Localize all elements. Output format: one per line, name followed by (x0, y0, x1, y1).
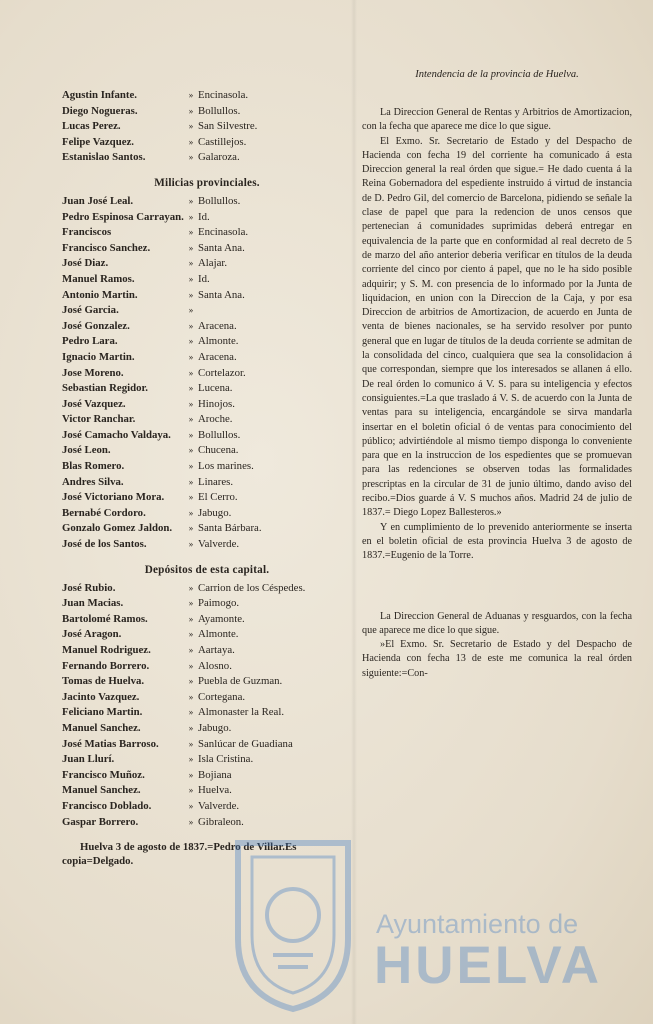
place-name: San Silvestre. (198, 120, 258, 133)
list-row (62, 659, 352, 675)
separator-mark: » (188, 136, 194, 147)
person-name: José Diaz. (62, 257, 109, 270)
person-name: Feliciano Martin. (62, 706, 143, 719)
person-name: José Victoriano Mora. (62, 491, 165, 504)
person-name: Francisco Sanchez. (62, 241, 151, 254)
list-row (62, 381, 352, 397)
person-name: José Aragon. (62, 628, 122, 641)
separator-mark: » (188, 507, 194, 518)
list-row (62, 443, 352, 459)
place-name: Valverde. (198, 799, 240, 812)
left-column (62, 88, 352, 868)
list-row (62, 783, 352, 799)
list-row (62, 721, 352, 737)
spacer (362, 564, 632, 610)
place-name: Lucena. (198, 382, 233, 395)
list-row (62, 366, 352, 382)
separator-mark: » (188, 320, 194, 331)
person-name: Franciscos (62, 226, 112, 239)
list-row (62, 752, 352, 768)
person-name: Manuel Sanchez. (62, 721, 141, 734)
place-name: Aracena. (198, 350, 237, 363)
list-row (62, 768, 352, 784)
place-name: Hinojos. (198, 397, 235, 410)
person-name: Manuel Sanchez. (62, 784, 141, 797)
separator-mark: » (188, 722, 194, 733)
person-name: Diego Nogueras. (62, 104, 138, 117)
separator-mark: » (188, 152, 194, 163)
place-name (198, 303, 352, 319)
list-row (62, 627, 352, 643)
paragraph-intro: La Direccion General de Rentas y Arbitrios de Amortizacion, con la fecha que aparece me dice lo que sigue. (362, 107, 632, 133)
separator-mark: » (188, 242, 194, 253)
list-row (62, 104, 352, 120)
separator-mark: » (188, 676, 194, 687)
person-name: Jose Moreno. (62, 366, 124, 379)
list-row (62, 241, 352, 257)
list-row (62, 475, 352, 491)
watermark-line-2: HUELVA (374, 936, 603, 995)
list-row (62, 815, 352, 831)
separator-mark: » (188, 351, 194, 362)
place-name: Los marines. (198, 460, 254, 473)
person-name: Fernando Borrero. (62, 659, 150, 672)
separator-mark: » (188, 660, 194, 671)
place-name: Santa Ana. (198, 241, 245, 254)
person-name: Felipe Vazquez. (62, 135, 134, 148)
separator-mark: » (188, 769, 194, 780)
place-name: Castillejos. (198, 135, 247, 148)
separator-mark: » (188, 816, 194, 827)
person-name: Andres Silva. (62, 475, 124, 488)
separator-mark: » (188, 105, 194, 116)
list-row (62, 799, 352, 815)
person-name: Estanislao Santos. (62, 151, 146, 164)
section-title-depositos: Depósitos de esta capital. (144, 563, 270, 576)
place-name: Encinasola. (198, 226, 249, 239)
person-name: Jacinto Vazquez. (62, 690, 140, 703)
person-name: Bartolomé Ramos. (62, 612, 148, 625)
list-row (62, 397, 352, 413)
person-name: Agustin Infante. (62, 89, 137, 101)
place-name: Linares. (198, 475, 234, 488)
separator-mark: » (188, 90, 194, 100)
list-row (62, 490, 352, 506)
list-milicias (62, 194, 352, 553)
person-name: José Rubio. (62, 581, 116, 594)
list-row (62, 581, 352, 597)
list-row (62, 272, 352, 288)
watermark-line-1: Ayuntamiento de (376, 909, 579, 939)
list-row (62, 88, 352, 104)
person-name: Ignacio Martin. (62, 350, 135, 363)
left-footer-signature: Huelva 3 de agosto de 1837.=Pedro de Villar.Es copia=Delgado. (62, 841, 297, 868)
separator-mark: » (188, 691, 194, 702)
place-name: Almonte. (198, 628, 239, 641)
place-name: Bollullos. (198, 428, 241, 441)
separator-mark: » (188, 523, 194, 534)
person-name: Manuel Ramos. (62, 272, 135, 285)
place-name: Jabugo. (198, 506, 232, 519)
list-row (62, 705, 352, 721)
paragraph-compliance: Y en cumplimiento de lo prevenido anteriormente se inserta en el boletin oficial de esta provincia Huelva 3 de agosto de 1837.=Eugenio de la Torre. (362, 521, 632, 562)
person-name: Francisco Doblado. (62, 799, 152, 812)
list-row (62, 537, 352, 553)
list-row (62, 256, 352, 272)
place-name: Isla Cristina. (198, 753, 254, 766)
list-row (62, 119, 352, 135)
person-name: Victor Ranchar. (62, 413, 136, 426)
separator-mark: » (188, 738, 194, 749)
separator-mark: » (188, 367, 194, 378)
person-name: José Garcia. (62, 304, 119, 317)
person-name: José Leon. (62, 444, 111, 457)
separator-mark: » (188, 785, 194, 796)
place-name: El Cerro. (198, 491, 238, 504)
place-name: Chucena. (198, 444, 239, 457)
separator-mark: » (188, 121, 194, 132)
separator-mark: » (188, 539, 194, 550)
place-name: Paimogo. (198, 597, 240, 610)
separator-mark: » (188, 429, 194, 440)
list-row (62, 288, 352, 304)
place-name: Id. (198, 272, 210, 285)
person-name: Tomas de Huelva. (62, 675, 145, 688)
person-name: Gaspar Borrero. (62, 815, 139, 828)
place-name: Sanlúcar de Guadiana (198, 737, 293, 750)
separator-mark: » (188, 273, 194, 284)
list-row (62, 643, 352, 659)
separator-mark: » (188, 414, 194, 425)
place-name: Bojiana (198, 768, 232, 781)
paragraph-aduanas-order: »El Exmo. Sr. Secretario de Estado y del Despacho de Hacienda con fecha 13 de este me comunica la real órden siguiente:=Con- (362, 639, 632, 679)
separator-mark: » (188, 645, 194, 655)
right-column (362, 66, 632, 681)
person-name: Manuel Rodriguez. (62, 644, 151, 656)
place-name: Bollullos. (198, 104, 241, 117)
place-name: Gibraleon. (198, 815, 244, 828)
section-title-milicias: Milicias provinciales. (154, 176, 260, 189)
place-name: Puebla de Guzman. (198, 675, 283, 688)
person-name: Lucas Perez. (62, 120, 121, 133)
list-row (62, 412, 352, 428)
separator-mark: » (188, 461, 194, 472)
place-name: Almonaster la Real. (198, 706, 285, 719)
list-row (62, 150, 352, 166)
place-name: Galaroza. (198, 151, 240, 164)
separator-mark: » (188, 258, 194, 269)
place-name: Santa Ana. (198, 288, 245, 301)
place-name: Alajar. (198, 257, 228, 270)
list-row (62, 459, 352, 475)
person-name: José de los Santos. (62, 538, 147, 551)
separator-mark: » (188, 383, 194, 394)
separator-mark: » (188, 398, 194, 409)
list-row (62, 319, 352, 335)
separator-mark: » (188, 289, 194, 300)
list-row (62, 612, 352, 628)
place-name: Cortelazor. (198, 366, 246, 379)
place-name: Santa Bárbara. (198, 522, 262, 535)
separator-mark: » (188, 195, 194, 206)
separator-mark: » (188, 800, 194, 811)
list-row (62, 690, 352, 706)
list-row (62, 135, 352, 151)
paragraph-aduanas: La Direccion General de Aduanas y resguardos, con la fecha que aparece me dice lo que sigue. (362, 610, 632, 636)
list-row (62, 350, 352, 366)
list-row (62, 521, 352, 537)
person-name: Gonzalo Gomez Jaldon. (62, 522, 173, 535)
place-name: Aartaya. (198, 644, 235, 656)
place-name: Valverde. (198, 538, 240, 551)
place-name: Jabugo. (198, 721, 232, 734)
separator-mark: » (188, 598, 194, 609)
list-row (62, 737, 352, 753)
person-name: José Vazquez. (62, 397, 126, 410)
place-name: Aracena. (198, 319, 237, 332)
place-name: Cortegana. (198, 690, 246, 703)
separator-mark: » (188, 476, 194, 487)
separator-mark: » (188, 629, 194, 640)
person-name: Bernabé Cordoro. (62, 506, 146, 519)
separator-mark: » (188, 227, 194, 238)
person-name: Antonio Martin. (62, 288, 138, 301)
place-name: Aroche. (198, 413, 233, 426)
list-depositos (62, 581, 352, 831)
person-name: Blas Romero. (62, 460, 125, 473)
person-name: José Camacho Valdaya. (62, 428, 171, 441)
separator-mark: » (188, 754, 194, 765)
place-name: Almonte. (198, 335, 239, 348)
list-row (62, 334, 352, 350)
list-row (62, 428, 352, 444)
separator-mark: » (188, 492, 194, 503)
place-name: Bollullos. (198, 194, 241, 207)
running-header: Intendencia de la provincia de Huelva. (415, 69, 579, 80)
place-name: Id. (198, 210, 210, 223)
separator-mark: » (188, 305, 194, 316)
list-volunteers (62, 88, 352, 166)
person-name: Juan Llurí. (62, 753, 115, 766)
place-name: Ayamonte. (198, 612, 245, 625)
place-name: Alosno. (198, 659, 232, 672)
person-name: Pedro Lara. (62, 335, 118, 348)
separator-mark: » (188, 582, 194, 593)
person-name: Juan José Leal. (62, 194, 134, 207)
separator-mark: » (188, 445, 194, 456)
person-name: Francisco Muñoz. (62, 768, 145, 781)
place-name: Huelva. (198, 784, 232, 797)
person-name: José Gonzalez. (62, 319, 130, 332)
list-row (62, 210, 352, 226)
separator-mark: » (188, 613, 194, 624)
place-name: Encinasola. (198, 89, 249, 101)
list-row (62, 506, 352, 522)
person-name: Sebastian Regidor. (62, 382, 148, 395)
list-row (62, 225, 352, 241)
separator-mark: » (188, 707, 194, 718)
list-row (62, 194, 352, 210)
place-name: Carrion de los Céspedes. (198, 581, 306, 594)
separator-mark: » (188, 336, 194, 347)
separator-mark: » (188, 211, 194, 222)
list-row (62, 303, 352, 319)
person-name: Pedro Espinosa Carrayan. (62, 210, 184, 223)
list-row (62, 596, 352, 612)
person-name: Juan Macias. (62, 597, 124, 610)
person-name: José Matias Barroso. (62, 737, 159, 750)
list-row (62, 674, 352, 690)
paragraph-royal-order: El Exmo. Sr. Secretario de Estado y del Despacho de Hacienda con fecha 19 del corriente ha comunicado á esta Direccion general la real órden que sigue.= He dado cuenta á la Reina Gobernadora del espediente instruido á virtud de instancia de D. Pedro Gil, del comercio de Barcelona, pidiendo se señale la clase de papel que para la redencion de unos censos que pertenecian á comunidades suprimidas deberá entregar en equivalencia de la parte que en conformidad al real decreto de 5 de marzo del año anterior deberia verificar en títulos de la deuda corriente del cinco por ciento á papel, que no le ha sido posible adquirir; y S. M. con presencia de lo informado por la Junta de liquidacion, en union con la Direccion de la Caja, y por esa Direccion de arbitrios de Amortizacion, de acuerdo en Junta de venta de bienes nacionales, se ha servido resolver por punto general que en lugar de títulos de la deuda corriente se admitan de la consolidada del cinco, cualquiera que sea la consolidacion á que correspondan, siempre que los interesados se allanen á ello. De real órden lo comunico á V. S. para su inteligencia y efectos consiguientes.=La que traslado á V. S. de acuerdo con la Junta de ventas para su inteligencia, encargándole se sirva mandarla insertar en el boletin oficial ó de ventas para conocimiento del público; advirtiéndole al mismo tiempo disponga lo conveniente para que en la instruccion de los espedientes que se promuevan para las redenciones se observen todas las formalidades prescriptas en la circular de 31 de junio último, dando aviso del recibo.=Dios guarde á V. S muchos años. Madrid 24 de julio de 1837.= Diego Lopez Ballesteros.» (362, 135, 632, 519)
